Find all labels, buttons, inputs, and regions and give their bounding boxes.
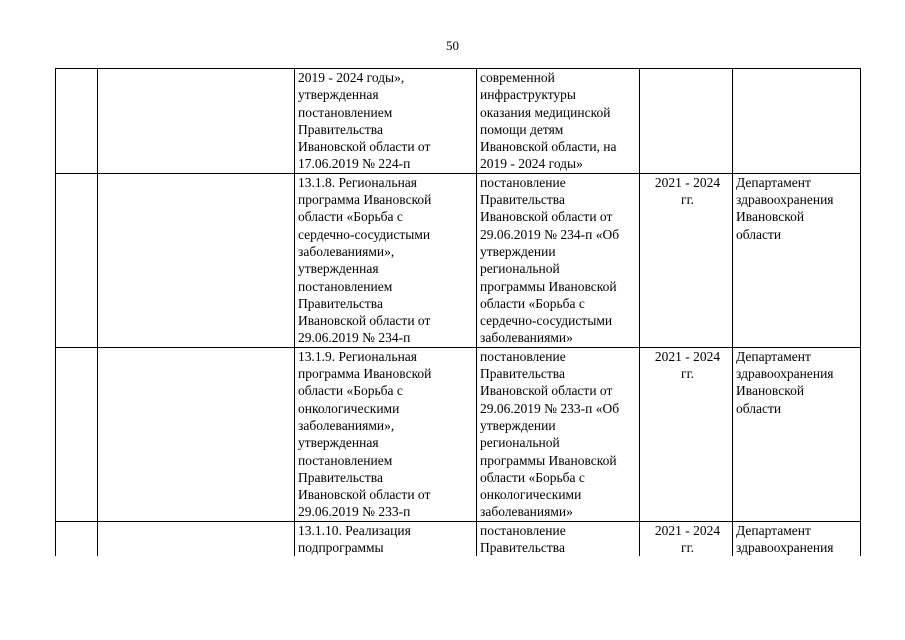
period-cell — [640, 173, 733, 347]
program-text-line: заболеваниями», — [298, 417, 395, 433]
period-text-line: гг. — [681, 366, 694, 382]
responsible-text-line: области — [736, 226, 782, 242]
program-text-line: области «Борьба с — [298, 383, 403, 399]
document-text-line: оказания медицинской — [480, 104, 611, 120]
document-text-line: Правительства — [480, 540, 565, 556]
responsible-text-line: Департамент — [736, 522, 811, 538]
period-text-line: гг. — [681, 540, 694, 556]
responsible-text-line: здравоохранения — [736, 366, 834, 382]
item-cell — [98, 173, 295, 347]
page-number: 50 — [446, 38, 459, 53]
program-text-line: 13.1.8. Региональная — [298, 174, 417, 190]
program-cell — [295, 347, 477, 521]
program-text-line: 29.06.2019 № 234-п — [298, 330, 411, 346]
program-text-line: подпрограммы — [298, 540, 384, 556]
number-cell — [56, 347, 98, 521]
program-text-line: 29.06.2019 № 233-п — [298, 504, 411, 520]
responsible-cell — [733, 521, 861, 556]
document-text-line: Правительства — [480, 192, 565, 208]
responsible-text-line: здравоохранения — [736, 540, 834, 556]
document-text-line: региональной — [480, 261, 560, 277]
document-text-line: программы Ивановской — [480, 452, 617, 468]
document-text-line: 2019 - 2024 годы» — [480, 156, 583, 172]
program-text-line: 2019 - 2024 годы», — [298, 70, 405, 85]
document-text-line: сердечно-сосудистыми — [480, 313, 613, 329]
period-cell — [640, 69, 733, 174]
item-cell — [98, 69, 295, 174]
number-cell — [56, 69, 98, 174]
document-cell — [477, 521, 640, 556]
program-text-line: Ивановской области от — [298, 487, 431, 503]
table-row — [56, 347, 861, 521]
program-cell — [295, 173, 477, 347]
program-text-line: 13.1.10. Реализация — [298, 522, 411, 538]
document-text-line: онкологическими — [480, 487, 582, 503]
program-text-line: Правительства — [298, 295, 383, 311]
document-text-line: Правительства — [480, 366, 565, 382]
document-text-line: утверждении — [480, 417, 556, 433]
document-text-line: Ивановской области, на — [480, 139, 617, 155]
program-cell — [295, 69, 477, 174]
program-text-line: Правительства — [298, 469, 383, 485]
document-text-line: помощи детям — [480, 121, 564, 137]
responsible-cell — [733, 173, 861, 347]
program-text-line: утвержденная — [298, 261, 379, 277]
document-text-line: инфраструктуры — [480, 87, 576, 103]
number-cell — [56, 521, 98, 556]
program-text-line: Ивановской области от — [298, 313, 431, 329]
program-cell — [295, 521, 477, 556]
document-text-line: Ивановской области от — [480, 383, 613, 399]
program-text-line: программа Ивановской — [298, 192, 432, 208]
document-cell — [477, 69, 640, 174]
period-text-line: 2021 - 2024 — [654, 348, 721, 364]
period-text-line: гг. — [681, 192, 694, 208]
program-text-line: Ивановской области от — [298, 139, 431, 155]
number-cell — [56, 173, 98, 347]
document-text-line: заболеваниями» — [480, 330, 573, 346]
document-text-line: региональной — [480, 435, 560, 451]
document-text-line: области «Борьба с — [480, 469, 585, 485]
document-text-line: утверждении — [480, 243, 556, 259]
program-text-line: утвержденная — [298, 435, 379, 451]
responsible-text-line: Департамент — [736, 174, 811, 190]
document-text-line: постановление — [480, 522, 566, 538]
period-text-line: 2021 - 2024 — [654, 522, 721, 538]
responsible-text-line: Ивановской — [736, 209, 805, 225]
program-text-line: области «Борьба с — [298, 209, 403, 225]
measures-table — [55, 68, 861, 556]
program-text-line: утвержденная — [298, 87, 379, 103]
document-text-line: заболеваниями» — [480, 504, 573, 520]
period-cell — [640, 347, 733, 521]
program-text-line: постановлением — [298, 104, 393, 120]
document-cell — [477, 347, 640, 521]
document-text-line: постановление — [480, 174, 566, 190]
responsible-cell — [733, 347, 861, 521]
table-row — [56, 173, 861, 347]
document-cell — [477, 173, 640, 347]
document-text-line: 29.06.2019 № 233-п «Об — [480, 400, 620, 416]
item-cell — [98, 347, 295, 521]
period-text-line: 2021 - 2024 — [654, 174, 721, 190]
program-text-line: постановлением — [298, 452, 393, 468]
document-text-line: области «Борьба с — [480, 295, 585, 311]
program-text-line: постановлением — [298, 278, 393, 294]
item-cell — [98, 521, 295, 556]
document-text-line: программы Ивановской — [480, 278, 617, 294]
table-row — [56, 521, 861, 556]
program-text-line: 13.1.9. Региональная — [298, 348, 417, 364]
table-row — [56, 69, 861, 174]
program-text-line: сердечно-сосудистыми — [298, 226, 431, 242]
responsible-text-line: области — [736, 400, 782, 416]
responsible-cell — [733, 69, 861, 174]
program-text-line: заболеваниями», — [298, 243, 395, 259]
program-text-line: 17.06.2019 № 224-п — [298, 156, 411, 172]
document-text-line: постановление — [480, 348, 566, 364]
document-text-line: современной — [480, 70, 555, 85]
responsible-text-line: Ивановской — [736, 383, 805, 399]
document-text-line: 29.06.2019 № 234-п «Об — [480, 226, 620, 242]
program-text-line: программа Ивановской — [298, 366, 432, 382]
period-cell — [640, 521, 733, 556]
responsible-text-line: Департамент — [736, 348, 811, 364]
program-text-line: Правительства — [298, 121, 383, 137]
document-text-line: Ивановской области от — [480, 209, 613, 225]
responsible-text-line: здравоохранения — [736, 192, 834, 208]
program-text-line: онкологическими — [298, 400, 400, 416]
